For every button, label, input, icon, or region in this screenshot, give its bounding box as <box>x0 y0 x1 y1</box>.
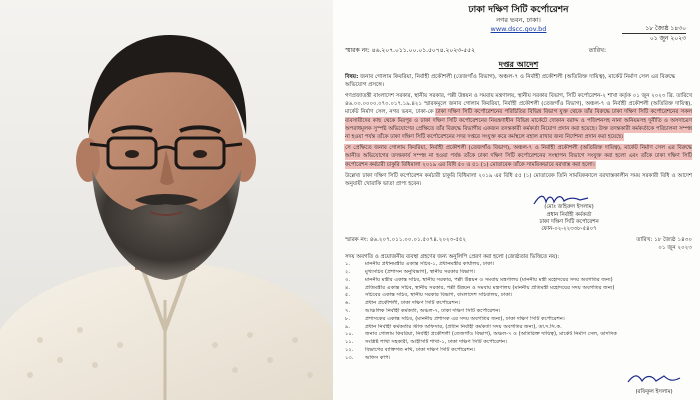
cc-list-item <box>345 269 692 277</box>
cc-item-number: ৮. <box>345 315 351 322</box>
cc-item-text: মাননীয় মন্ত্রীর একান্ত সচিব, স্থানীয় সরকার, পল্লী উন্নয়ন ও সমবায় মন্ত্রণালয় (মাননীয় মন্ত্রী মহোদয়ের সদয় অবগতির জন্য) <box>365 276 613 283</box>
cc-item-number: ১. <box>345 261 351 268</box>
memo2-date-en: ০১ জুন ২০২৩ <box>658 245 692 252</box>
cc-item-number: ১৩. <box>345 354 354 361</box>
cc-list-item <box>345 347 692 355</box>
portrait-photo <box>0 0 333 400</box>
paragraph-3: উল্লেখ্য ঢাকা দক্ষিণ সিটি কর্পোরেশন কর্মচারী চাকুরি বিধিমালা ২০১৯ এর বিধি ৫৫ (১) মোতাবেক তিনি সাময়িককালে বরখাস্তকালীন সময় সরকারী বিধি ও আদেশ অনুযায়ী খোরাকি ভাতা প্রাপ্য হবেন। <box>345 172 692 188</box>
cc-list-item <box>345 339 692 347</box>
cc-item-number: ৬. <box>345 300 351 307</box>
cc-list-item <box>345 292 692 300</box>
cc-item-text: প্রধান প্রকৌশলী, ঢাকা দক্ষিণ সিটি কর্পোরেশন। <box>365 300 460 307</box>
signatory-name: (মোঃ জহিরুল ইসলাম) <box>544 204 594 211</box>
cc-item-number: ১০. <box>345 331 354 338</box>
memo2-date-bn: ১৮ জ্যৈষ্ঠ ১৪৩০ <box>654 237 692 244</box>
cc-item-text: অফিস কপি। <box>365 354 391 361</box>
memo2-date-label: তারিখ: <box>636 237 653 244</box>
signature-2-scribble-icon <box>624 372 684 386</box>
memo-number: ৪৬.২০৭.০১১.০০.০১.৫০৭৪.২০২৩-৫৫২ <box>371 47 475 54</box>
order-title: দপ্তর আদেশ <box>498 60 539 69</box>
cc-item-number: ৭. <box>345 308 351 315</box>
cc-item-text: সচিবের একান্ত সচিব, স্থানীয় সরকার বিভাগ, বাংলাদেশ সচিবালয়, ঢাকা। <box>365 292 513 299</box>
subject-text: জনাব গোলাম কিবরিয়া, নির্বাহী প্রকৌশলী (তেজগাঁও বিভাগ), অঞ্চল-৭ ও নির্বাহী প্রকৌশলী (অতিরিক্ত দায়িত্ব), মার্কেট নির্মাণ সেল এর বিরুদ্ধে অভিযোগ প্রসঙ্গে। <box>345 74 676 88</box>
date-bengali: ১৮ জ্যৈষ্ঠ ১৪৩০ <box>645 25 686 32</box>
cc-item-text: বিভাগের ব্যক্তিগত নথি, ঢাকা দক্ষিণ সিটি কর্পোরেশন। <box>365 347 475 353</box>
memo2-date <box>636 236 692 252</box>
cc-item-text: মুখ্যসচিব (প্রশাসন অনুবিভাগ), স্থানীয় সরকার বিভাগ। <box>365 269 475 276</box>
cc-item-text: আঞ্চলিক নির্বাহী কর্মকর্তা, অঞ্চল-৭, ঢাকা দক্ষিণ সিটি কর্পোরেশন। <box>365 308 501 315</box>
cc-item-text: জনাব গোলাম কিবরিয়া, নির্বাহী প্রকৌশলী (তেজগাঁও বিভাগ), অঞ্চল-৭ ও (অতিরিক্ত দায়িত্ব), মার্কেট নির্মাণ সেল, ডাদসিক <box>365 331 617 338</box>
paragraph-1 <box>345 92 692 141</box>
org-address: নগর ভবন, ঢাকা। <box>496 16 541 24</box>
cc-item-number: ১১. <box>345 339 354 346</box>
portrait-illustration <box>0 0 333 400</box>
signatory-org: ঢাকা দক্ষিণ সিটি কর্পোরেশন <box>539 219 599 226</box>
cc-item-number: ৩. <box>345 276 351 283</box>
cc-list-item <box>345 285 692 293</box>
signature-block-2 <box>614 372 694 396</box>
cc-list-item <box>345 331 692 339</box>
cc-list-item <box>345 355 692 363</box>
office-order-document <box>333 0 700 400</box>
cc-item-number: ৫. <box>345 292 351 299</box>
signatory-title: প্রধান নির্বাহী কর্মকর্তা <box>546 211 592 218</box>
signatory-2-name: (রফিকুল ইসলাম) <box>635 389 673 395</box>
document-body <box>345 4 692 363</box>
org-website-link[interactable]: www.dscc.gov.bd <box>490 25 547 33</box>
cc-list-item <box>345 277 692 285</box>
memo2-label: স্মারক নং: <box>345 237 369 244</box>
cc-list-item <box>345 300 692 308</box>
paragraph-2 <box>345 144 692 169</box>
memo2-left <box>345 236 466 252</box>
header-date <box>608 24 686 43</box>
paragraph-1-highlight: ঢাকা দক্ষিণ সিটি কর্পোরেশনের পরিচিতির বিভিন্ন বিভাগ যুক্ত থেকে তাঁর বিরুদ্ধে ঢাকা দক্ষিণ সিটি কর্পোরেশনের সকল ব্যবসায়ীদের কাছ থেকে মিরপুর ও ঢাকা দক্ষিণ সিটি কর্পোরেশনের নিয়ন্ত্রণাধীন বিভিন্ন মার্কেটে দোকান বরাদ্দ ও পজিশনসহ নানা অনিয়মসহ দুর্নীতি ও অসদাচরণ অপরাধমূলক সুস্পষ্ট অভিযোগের প্রেক্ষিতে তাঁর বিরুদ্ধে বিভাগীয় একজন তদন্তকারী কর্মকর্তা নিয়োগ প্রদান করা হয়েছে। উক্ত তদন্তকারী কর্মকর্তাকে পরিচালনা সম্পন্ন না হওয়া পর্যন্ত তাঁকে ঢাকা দক্ষিণ সিটি কর্পোরেশনের সদর দপ্তরে সংযুক্ত করে কর্মস্থলে বহাল রাখার জন্য নির্দেশনা প্রদান করা হয়েছে। <box>345 109 693 141</box>
subject-label: বিষয়: <box>345 74 359 80</box>
cc-list-item <box>345 316 692 324</box>
cc-item-number: ১২. <box>345 347 354 353</box>
cc-list-item <box>345 324 692 332</box>
cc-list-item <box>345 261 692 269</box>
memo2-number: ৪৬.২০৭.০১১.০০.০১.৫০৭৪.২০২৩-৫৫২ <box>369 237 467 244</box>
signature-block <box>345 192 692 236</box>
paragraph-2-highlight: সে প্রেক্ষিতে জনাব গোলাম কিবরিয়া, নির্বাহী প্রকৌশলী (তেজগাঁও বিভাগ), অঞ্চল-৭ ও নির্বাহী প্রকৌশলী (অতিরিক্ত দায়িত্ব), মার্কেট নির্মাণ সেল এর বিরুদ্ধে আনীত অভিযোগের তদন্তকার্য সম্পন্ন না হওয়া পর্যন্ত তাঁকে ঢাকা দক্ষিণ সিটি কর্পোরেশনের সংস্থাপন বিভাগে সংযুক্ত করা হলো এবং তাঁকে ঢাকা দক্ষিণ সিটি কর্পোরেশন কর্মচারী চাকুরি বিধিমালা ২০১৯ এর বিধি ৫০ ও ৫১ (১) মোতাবেক তাঁকে সাময়িকভাবে বরখাস্ত করা হলো। <box>345 145 692 168</box>
signatory-phone: ফোন-০২-২২৩৩৮-৫৪০৭ <box>541 226 597 233</box>
cc-item-number: ৯. <box>345 323 351 330</box>
cc-item-number: ২. <box>345 269 351 276</box>
cc-item-text: প্রতিমন্ত্রীর একান্ত সচিব, স্থানীয় সরকার, পল্লী উন্নয়ন ও সমবায় মন্ত্রণালয় (মাননীয় প্রতিমন্ত্রী মহোদয়ের সদয় অবগতির জন্য) <box>365 284 615 291</box>
cc-item-text: প্রধান নির্বাহী কর্মকর্তার স্টাফ অফিসার, (প্রধান নির্বাহী কর্মকর্তা সদয় অবগতির জন্য), ডা.দ.সি.ক. <box>365 323 562 330</box>
org-name: ঢাকা দক্ষিণ সিটি কর্পোরেশন <box>468 5 569 15</box>
memo-reference <box>345 46 692 55</box>
date-english: ০১ জুন ২০২৩ <box>649 35 686 42</box>
cc-list-item <box>345 308 692 316</box>
paragraph-1-text: গণপ্রজাতন্ত্রী বাংলাদেশ সরকার, স্থানীয় সরকার, পল্লী উন্নয়ন ও সমবায় মন্ত্রণালয়, স্থানীয় সরকার বিভাগ, সিটি কর্পোরেশন-২ শাখা কর্তৃক ০১ জুন ২০২৩ খ্রি. তারিখে ৪৬.০০.০০০০.০৭০.০১৭.১৯.৪২১ স্মারকমূলে জনাব গোলাম কিবরিয়া, নির্বাহী প্রকৌশলী (তেজগাঁও বিভাগ), অঞ্চল-৭ ও নির্বাহী প্রকৌশলী (অতিরিক্ত দায়িত্ব), মার্কেট নির্মাণ সেল, নগর ভবন, ঢাকা-কে <box>345 93 692 116</box>
memo-label: স্মারক নং: <box>345 47 370 54</box>
cc-intro: সদয় অবগতি ও প্রয়োজনীয় ব্যবস্থা গ্রহণের জন্য অনুলিপি প্রেরণ করা হলো (জ্যেষ্ঠতার ভিত্তিতে নয়): <box>345 254 560 261</box>
cc-list <box>345 261 692 362</box>
cc-item-text: সংশ্লিষ্ট শাখা সহকারী, আইসিটি শাখা-১, ঢাকা দক্ষিণ সিটি কর্পোরেশন। <box>365 339 507 346</box>
cc-item-text: প্রশাসকের একান্ত সচিব, (মাননীয় প্রশাসক এর সদয় অবগতির জন্য), ঢাকা দক্ষিণ সিটি কর্পোরেশন। <box>365 315 565 322</box>
memo-reference-left <box>345 46 475 55</box>
subject-line <box>345 73 692 89</box>
cc-item-text: মাননীয় প্রধানমন্ত্রীর একান্ত সচিব-১, প্রধানমন্ত্রীর কার্যালয়, ঢাকা। <box>365 261 495 268</box>
signatory-details <box>524 204 614 234</box>
cc-item-number: ৪. <box>345 284 351 291</box>
memo-date-label: তারিখ: <box>588 47 606 54</box>
memo-reference-2 <box>345 236 692 252</box>
